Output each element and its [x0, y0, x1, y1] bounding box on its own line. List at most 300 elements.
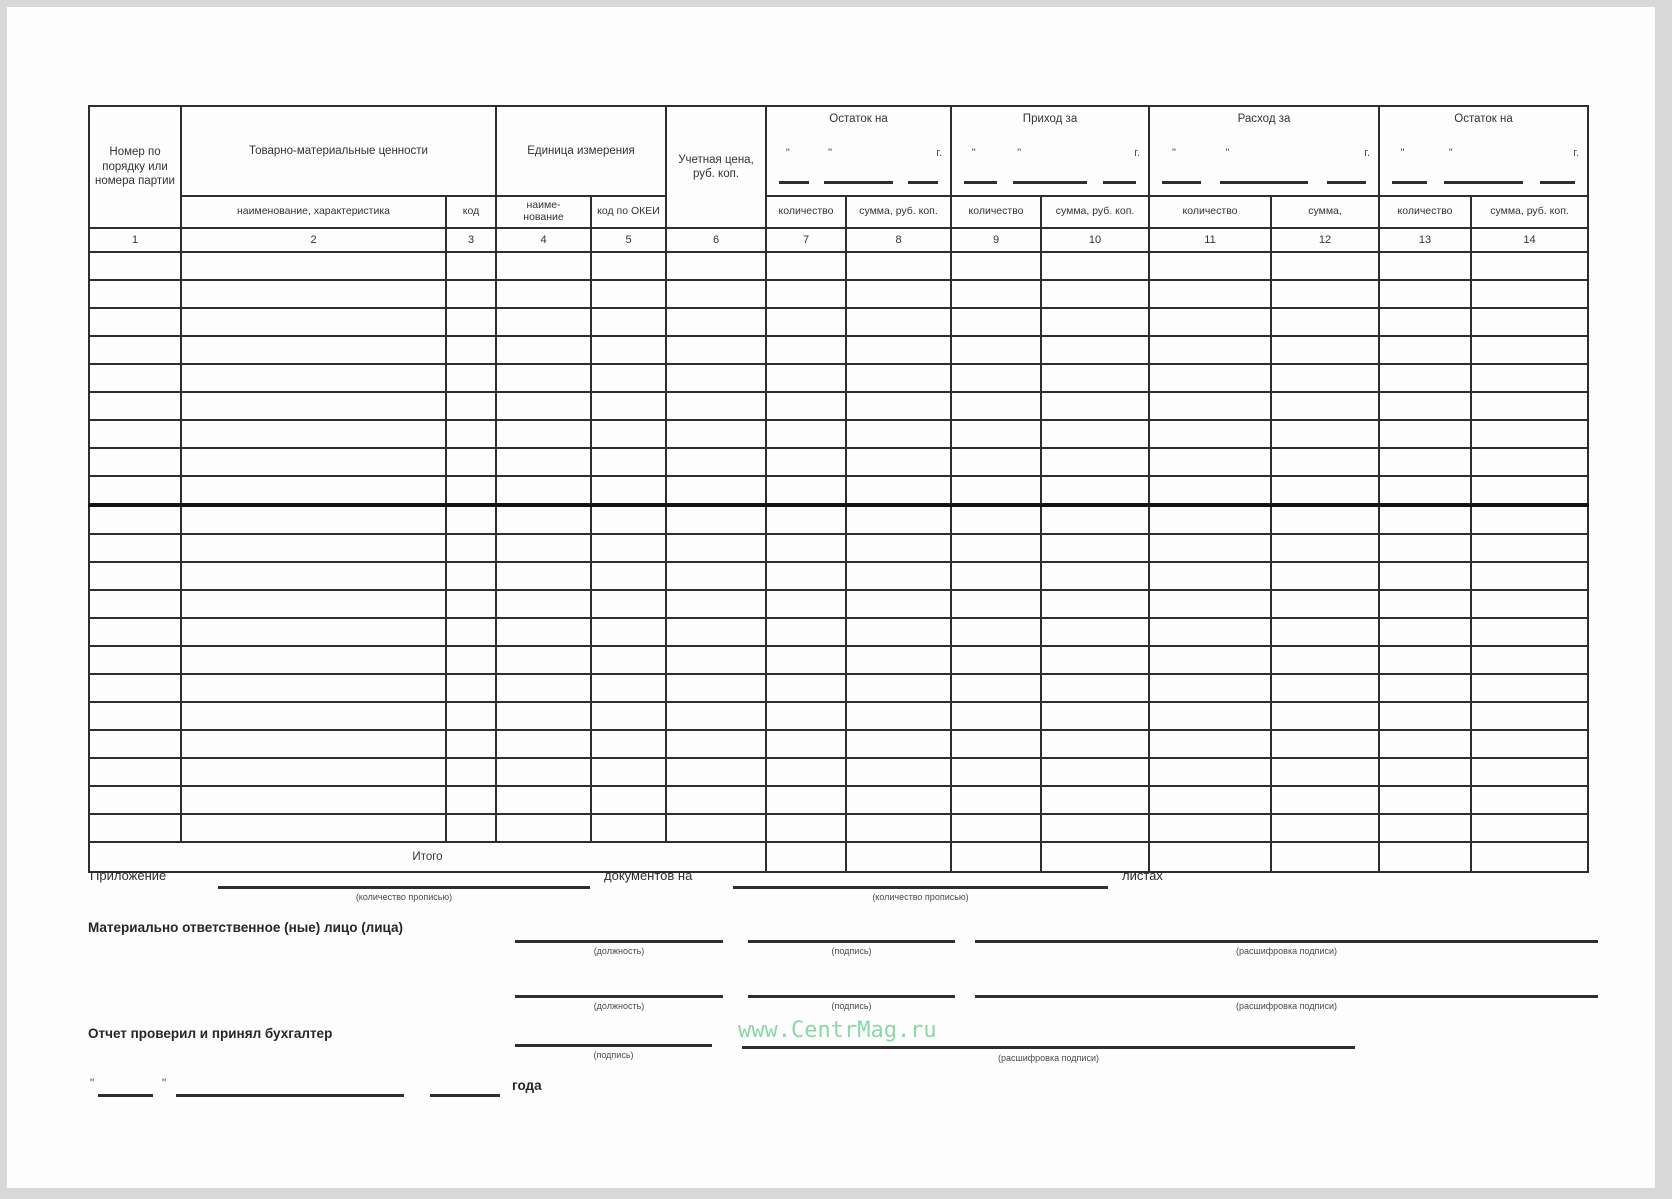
- quote-mark: ": [1017, 146, 1022, 159]
- table-cell: [496, 505, 591, 534]
- table-cell: [446, 534, 496, 562]
- column-number: 13: [1379, 228, 1471, 252]
- table-cell: [1379, 730, 1471, 758]
- table-cell: [666, 730, 766, 758]
- quote-mark: ": [1171, 146, 1176, 159]
- column-number: 5: [591, 228, 666, 252]
- table-cell: [846, 618, 951, 646]
- total-cell: [1471, 842, 1588, 872]
- column-number: 8: [846, 228, 951, 252]
- table-cell: [1041, 674, 1149, 702]
- column-number: 12: [1271, 228, 1379, 252]
- table-row: [89, 448, 1588, 476]
- table-cell: [666, 702, 766, 730]
- table-cell: [846, 364, 951, 392]
- table-row: [89, 392, 1588, 420]
- table-cell: [591, 476, 666, 505]
- table-cell: [766, 448, 846, 476]
- quote-mark: ": [1225, 146, 1230, 159]
- table-cell: [951, 674, 1041, 702]
- column-number: 10: [1041, 228, 1149, 252]
- date-day-blank: [98, 1094, 153, 1097]
- table-cell: [766, 814, 846, 842]
- table-cell: [591, 534, 666, 562]
- table-cell: [666, 562, 766, 590]
- table-cell: [496, 280, 591, 308]
- table-cell: [1271, 534, 1379, 562]
- table-cell: [1149, 562, 1271, 590]
- table-cell: [1271, 646, 1379, 674]
- table-cell: [181, 562, 446, 590]
- table-cell: [1041, 364, 1149, 392]
- attachment-label: Приложение: [90, 868, 167, 883]
- table-cell: [666, 308, 766, 336]
- table-cell: [591, 562, 666, 590]
- table-row: [89, 505, 1588, 534]
- table-cell: [89, 252, 181, 280]
- col-group-tmc: [181, 106, 496, 196]
- year-word: года: [512, 1078, 542, 1093]
- table-cell: [89, 674, 181, 702]
- col-header-name-characteristic: наименование, характеристика: [181, 196, 446, 228]
- table-cell: [1041, 420, 1149, 448]
- table-cell: [446, 562, 496, 590]
- table-cell: [1041, 308, 1149, 336]
- table-cell: [89, 280, 181, 308]
- table-cell: [1041, 448, 1149, 476]
- table-cell: [846, 392, 951, 420]
- table-cell: [846, 730, 951, 758]
- table-cell: [1271, 252, 1379, 280]
- signature-decryption-label: (расшифровка подписи): [1236, 946, 1337, 956]
- table-cell: [846, 674, 951, 702]
- column-number: 4: [496, 228, 591, 252]
- table-cell: [1041, 730, 1149, 758]
- table-cell: [89, 534, 181, 562]
- table-cell: [181, 364, 446, 392]
- table-cell: [496, 590, 591, 618]
- table-cell: [1149, 364, 1271, 392]
- table-cell: [591, 252, 666, 280]
- table-cell: [496, 534, 591, 562]
- table-cell: [666, 814, 766, 842]
- table-cell: [446, 730, 496, 758]
- table-cell: [496, 758, 591, 786]
- table-cell: [591, 448, 666, 476]
- column-number: 14: [1471, 228, 1588, 252]
- table-cell: [446, 646, 496, 674]
- table-cell: [89, 505, 181, 534]
- date-placeholder: [959, 147, 1141, 160]
- table-cell: [1471, 702, 1588, 730]
- table-cell: [766, 505, 846, 534]
- col-header-unit-name: наиме-нование: [496, 196, 591, 228]
- column-number: 9: [951, 228, 1041, 252]
- quote-mark: ": [971, 146, 976, 159]
- table-cell: [1271, 364, 1379, 392]
- table-cell: [181, 448, 446, 476]
- table-cell: [846, 336, 951, 364]
- table-cell: [846, 702, 951, 730]
- table-cell: [766, 590, 846, 618]
- attachment-qty-blank: [218, 886, 590, 889]
- table-cell: [1379, 280, 1471, 308]
- table-cell: [951, 646, 1041, 674]
- table-cell: [89, 364, 181, 392]
- table-cell: [181, 730, 446, 758]
- table-cell: [496, 674, 591, 702]
- table-cell: [181, 590, 446, 618]
- table-cell: [181, 702, 446, 730]
- table-cell: [1271, 308, 1379, 336]
- table-cell: [181, 392, 446, 420]
- table-cell: [496, 308, 591, 336]
- col-header-sum-12: сумма,: [1271, 196, 1379, 228]
- table-cell: [846, 252, 951, 280]
- table-cell: [446, 392, 496, 420]
- col-header-qty-9: количество: [951, 196, 1041, 228]
- table-cell: [1471, 392, 1588, 420]
- table-cell: [591, 618, 666, 646]
- table-cell: [591, 646, 666, 674]
- table-cell: [1471, 505, 1588, 534]
- table-cell: [1471, 814, 1588, 842]
- table-cell: [446, 786, 496, 814]
- table-cell: [1149, 786, 1271, 814]
- table-cell: [1379, 476, 1471, 505]
- table-cell: [181, 252, 446, 280]
- balance-start-title: Остаток на: [829, 113, 888, 125]
- col-header-price-label: Учетная цена, руб. коп.: [678, 153, 754, 180]
- table-cell: [181, 534, 446, 562]
- table-cell: [496, 562, 591, 590]
- table-cell: [951, 534, 1041, 562]
- table-cell: [951, 505, 1041, 534]
- table-cell: [666, 280, 766, 308]
- table-cell: [1471, 674, 1588, 702]
- table-cell: [1149, 308, 1271, 336]
- goods-report-table: [88, 105, 1589, 873]
- column-numbers-row: [89, 228, 1588, 252]
- date-blank-lines: [959, 181, 1141, 184]
- table-cell: [1271, 618, 1379, 646]
- table-cell: [766, 476, 846, 505]
- table-cell: [846, 448, 951, 476]
- table-cell: [666, 252, 766, 280]
- watermark: www.CentrMag.ru: [738, 1018, 937, 1043]
- table-cell: [89, 562, 181, 590]
- table-cell: [1379, 448, 1471, 476]
- table-cell: [446, 336, 496, 364]
- table-cell: [846, 308, 951, 336]
- table-cell: [666, 448, 766, 476]
- table-cell: [591, 702, 666, 730]
- table-cell: [1271, 392, 1379, 420]
- table-cell: [766, 702, 846, 730]
- table-cell: [591, 505, 666, 534]
- column-number: 2: [181, 228, 446, 252]
- header-sub-row: [89, 196, 1588, 228]
- table-cell: [766, 336, 846, 364]
- table-cell: [181, 758, 446, 786]
- table-row: [89, 646, 1588, 674]
- table-cell: [1271, 336, 1379, 364]
- table-cell: [1149, 336, 1271, 364]
- column-number: 1: [89, 228, 181, 252]
- table-cell: [89, 730, 181, 758]
- table-cell: [89, 392, 181, 420]
- col-header-code: код: [446, 196, 496, 228]
- sheets-label: листах: [1122, 868, 1163, 883]
- table-cell: [89, 308, 181, 336]
- table-cell: [591, 364, 666, 392]
- table-cell: [951, 758, 1041, 786]
- position-label: (должность): [593, 1001, 645, 1011]
- signature-decryption-label: (расшифровка подписи): [1236, 1001, 1337, 1011]
- signature-label: (подпись): [593, 1050, 634, 1060]
- table-row: [89, 674, 1588, 702]
- date-placeholder: [1387, 147, 1580, 160]
- table-cell: [951, 476, 1041, 505]
- quote-mark: ": [90, 1076, 95, 1090]
- table-cell: [846, 280, 951, 308]
- table-cell: [766, 364, 846, 392]
- table-cell: [446, 674, 496, 702]
- table-cell: [89, 646, 181, 674]
- header-group-row: [89, 106, 1588, 196]
- table-cell: [1149, 448, 1271, 476]
- table-cell: [1041, 534, 1149, 562]
- table-cell: [1149, 590, 1271, 618]
- table-cell: [1379, 618, 1471, 646]
- table-cell: [666, 336, 766, 364]
- table-cell: [496, 476, 591, 505]
- table-cell: [446, 476, 496, 505]
- column-number: 7: [766, 228, 846, 252]
- table-cell: [1149, 730, 1271, 758]
- table-cell: [1379, 420, 1471, 448]
- table-row: [89, 364, 1588, 392]
- table-cell: [1041, 280, 1149, 308]
- table-cell: [846, 420, 951, 448]
- year-suffix: г.: [1134, 146, 1141, 159]
- table-cell: [496, 448, 591, 476]
- table-cell: [181, 280, 446, 308]
- income-title: Приход за: [1022, 113, 1078, 125]
- table-cell: [591, 420, 666, 448]
- scan-edge-bottom: [0, 1188, 1672, 1199]
- col-group-balance-end: [1379, 106, 1588, 196]
- table-row: [89, 308, 1588, 336]
- table-cell: [666, 505, 766, 534]
- table-cell: [1271, 786, 1379, 814]
- table-cell: [89, 448, 181, 476]
- col-group-income: [951, 106, 1149, 196]
- table-row: [89, 336, 1588, 364]
- table-cell: [1471, 730, 1588, 758]
- table-row: [89, 562, 1588, 590]
- table-cell: [1471, 280, 1588, 308]
- table-cell: [496, 814, 591, 842]
- scan-edge-left: [0, 0, 7, 1199]
- table-cell: [1471, 590, 1588, 618]
- table-cell: [1041, 590, 1149, 618]
- table-cell: [1041, 562, 1149, 590]
- total-label: Итого: [89, 842, 766, 872]
- table-cell: [1471, 476, 1588, 505]
- col-header-qty-11: количество: [1149, 196, 1271, 228]
- table-cell: [766, 392, 846, 420]
- table-cell: [1149, 618, 1271, 646]
- table-cell: [1379, 308, 1471, 336]
- table-row: [89, 618, 1588, 646]
- table-cell: [1149, 646, 1271, 674]
- table-cell: [89, 786, 181, 814]
- table-cell: [1271, 814, 1379, 842]
- table-cell: [1271, 674, 1379, 702]
- col-header-qty-7: количество: [766, 196, 846, 228]
- date-placeholder: [774, 147, 943, 160]
- table-cell: [181, 420, 446, 448]
- table-cell: [1471, 252, 1588, 280]
- scan-edge-right: [1655, 0, 1672, 1199]
- table-cell: [1471, 786, 1588, 814]
- table-cell: [666, 590, 766, 618]
- table-cell: [181, 814, 446, 842]
- col-group-unit: [496, 106, 666, 196]
- total-cell: [1149, 842, 1271, 872]
- table-cell: [1379, 252, 1471, 280]
- responsible-person-label: Материально ответственное (ные) лицо (лица): [88, 920, 404, 935]
- table-cell: [951, 392, 1041, 420]
- table-cell: [846, 590, 951, 618]
- table-cell: [1471, 364, 1588, 392]
- table-cell: [666, 646, 766, 674]
- documents-on-label: документов на: [604, 868, 693, 883]
- quote-mark: ": [1400, 146, 1405, 159]
- total-cell: [951, 842, 1041, 872]
- table-cell: [846, 505, 951, 534]
- scan-edge-top: [0, 0, 1672, 7]
- table-cell: [446, 364, 496, 392]
- table-cell: [951, 448, 1041, 476]
- table-cell: [666, 476, 766, 505]
- year-suffix: г.: [1364, 146, 1371, 159]
- table-cell: [666, 758, 766, 786]
- table-cell: [766, 252, 846, 280]
- table-cell: [591, 336, 666, 364]
- date-blank-lines: [774, 181, 943, 184]
- table-cell: [666, 392, 766, 420]
- signature-decryption-label: (расшифровка подписи): [998, 1053, 1099, 1063]
- col-header-sum-10: сумма, руб. коп.: [1041, 196, 1149, 228]
- table-cell: [766, 280, 846, 308]
- table-cell: [89, 336, 181, 364]
- table-cell: [1471, 758, 1588, 786]
- table-cell: [846, 646, 951, 674]
- table-cell: [666, 786, 766, 814]
- table-cell: [1271, 448, 1379, 476]
- table-cell: [1271, 562, 1379, 590]
- table-cell: [766, 562, 846, 590]
- year-suffix: г.: [1573, 146, 1580, 159]
- table-cell: [846, 814, 951, 842]
- table-cell: [1471, 308, 1588, 336]
- table-row: [89, 280, 1588, 308]
- table-cell: [446, 420, 496, 448]
- signature-blank: [515, 1044, 712, 1047]
- table-cell: [1379, 364, 1471, 392]
- table-cell: [446, 505, 496, 534]
- quote-mark: ": [828, 146, 832, 159]
- table-cell: [1379, 505, 1471, 534]
- signature-decryption-blank: [742, 1046, 1355, 1049]
- table-cell: [846, 476, 951, 505]
- table-cell: [1379, 786, 1471, 814]
- table-cell: [181, 674, 446, 702]
- table-cell: [496, 702, 591, 730]
- table-cell: [766, 646, 846, 674]
- table-cell: [951, 280, 1041, 308]
- table-cell: [951, 730, 1041, 758]
- table-cell: [951, 420, 1041, 448]
- col-header-number: [89, 106, 181, 228]
- signature-blank: [748, 940, 955, 943]
- table-cell: [1041, 758, 1149, 786]
- total-cell: [1271, 842, 1379, 872]
- column-number: 3: [446, 228, 496, 252]
- total-cell: [1379, 842, 1471, 872]
- table-cell: [591, 392, 666, 420]
- table-cell: [1379, 562, 1471, 590]
- table-row: [89, 476, 1588, 505]
- table-row: [89, 758, 1588, 786]
- table-cell: [446, 308, 496, 336]
- col-group-tmc-label: Товарно-материальные ценности: [249, 144, 428, 157]
- table-row: [89, 534, 1588, 562]
- table-cell: [951, 562, 1041, 590]
- table-cell: [446, 618, 496, 646]
- signature-decryption-blank: [975, 995, 1598, 998]
- table-cell: [951, 308, 1041, 336]
- table-cell: [591, 590, 666, 618]
- table-cell: [1271, 758, 1379, 786]
- table-row: [89, 420, 1588, 448]
- table-cell: [846, 562, 951, 590]
- table-cell: [1041, 814, 1149, 842]
- year-suffix: г.: [936, 146, 943, 159]
- total-cell: [846, 842, 951, 872]
- table-cell: [1271, 420, 1379, 448]
- col-header-number-label: Номер по порядку или номера партии: [95, 146, 175, 188]
- table-cell: [1271, 280, 1379, 308]
- position-blank: [515, 940, 723, 943]
- table-cell: [1271, 702, 1379, 730]
- table-cell: [1379, 758, 1471, 786]
- table-cell: [1471, 562, 1588, 590]
- table-cell: [591, 730, 666, 758]
- table-cell: [181, 308, 446, 336]
- table-cell: [846, 758, 951, 786]
- table-cell: [1149, 476, 1271, 505]
- table-cell: [666, 674, 766, 702]
- table-cell: [666, 420, 766, 448]
- signature-label: (подпись): [831, 946, 872, 956]
- table-cell: [951, 590, 1041, 618]
- table-row: [89, 814, 1588, 842]
- table-cell: [766, 534, 846, 562]
- col-group-unit-label: Единица измерения: [527, 144, 635, 157]
